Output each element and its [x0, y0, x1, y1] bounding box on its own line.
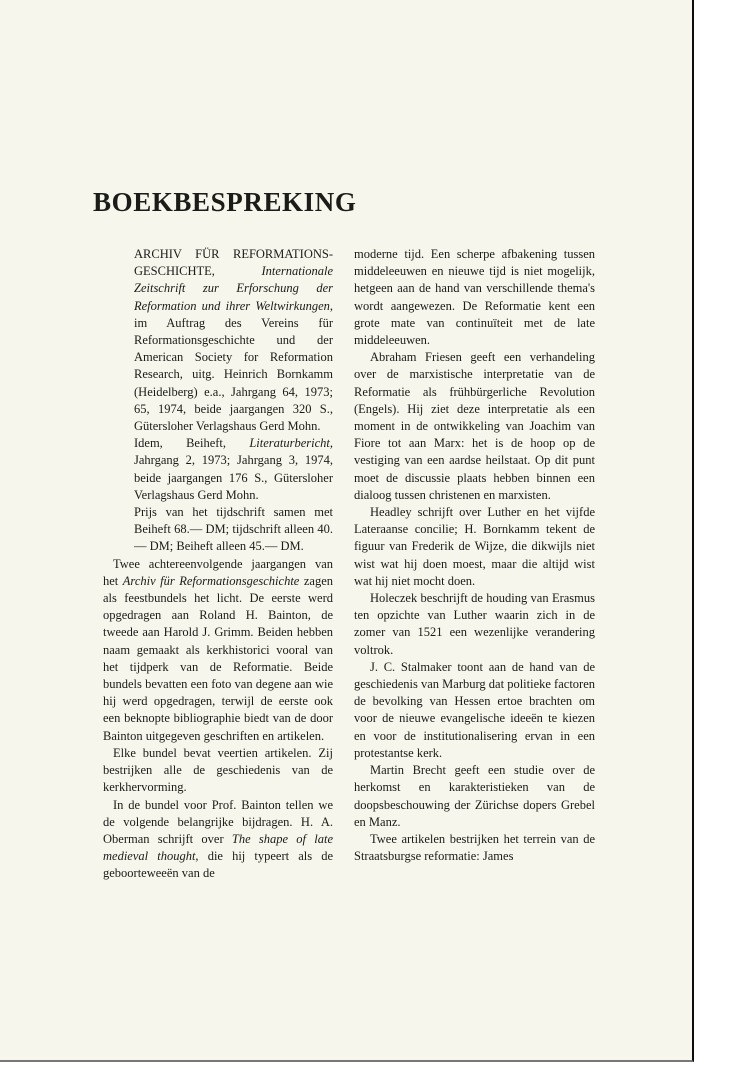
paragraph: In de bundel voor Prof. Bainton tellen we de volgende belangrijke bijdragen. H. A. Oberman schrijft over The shape of late medieval thought, die hij typeert als de geboorteweeën van de — [103, 797, 334, 881]
left-column — [103, 246, 333, 883]
paragraph: Abraham Friesen geeft een verhandeling over de marxistische interpretatie van de Reformatie als frühbürgerliche Revolution (Engels). Hij ziet deze interpretatie als een moment in de ontwikkeling van Joachim van Fiore tot aan Marx: het is de hoop op de vestiging van een aardse heilstaat. Op dit punt moet de discussie plaats hebben binnen een dialoog tussen christenen en marxisten. — [354, 350, 595, 502]
paragraph: Headley schrijft over Luther en het vijfde Lateraanse concilie; H. Bornkamm tekent de figuur van Frederik de Wijze, die dikwijls niet wist wat hij doen moest, maar die altijd wist wat hij niet mocht doen. — [354, 505, 595, 588]
paragraph: Twee artikelen bestrijken het terrein van de Straatsburgse reformatie: James — [354, 831, 595, 864]
page-title: BOEKBESPREKING — [93, 187, 357, 217]
paragraph: Holeczek beschrijft de houding van Erasmus ten opzichte van Luther waarin zich in de zomer van 1521 een wezenlijke verandering voltrok. — [354, 591, 595, 657]
paragraph: moderne tijd. Een scherpe afbakening tussen middeleeuwen en nieuwe tijd is niet mogelijk, hetgeen aan de hand van verschillende thema's wordt aangewezen. De Reformatie kent een grote mate van continuïteit met de late middeleeuwen. — [354, 247, 595, 348]
price-info: Prijs van het tijdschrift samen met Beiheft 68.— DM; tijdschrift alleen 40.— DM; Beiheft alleen 45.— DM. — [134, 505, 333, 554]
paragraph: Twee achtereenvolgende jaargangen van het Archiv für Reformationsgeschichte zagen als feestbundels het licht. De eerste werd opgedragen aan Roland H. Bainton, de tweede aan Harold J. Grimm. Beiden hebben naam gemaakt als kerkhistorici vooral van het tijdperk van de Reformatie. Beide bundels bevatten een foto van degene aan wie hij werd opgedragen, terwijl de eerste ook een beknopte bibliographie biedt van de door Bainton uitgegeven geschriften en artikelen. — [103, 556, 333, 743]
right-column — [354, 246, 595, 865]
journal-subtitle: Internationale Zeitschrift zur Erforschung der Reformation und ihrer Weltwirkungen, — [134, 264, 333, 313]
left-body-text — [103, 556, 333, 883]
paragraph: Martin Brecht geeft een studie over de herkomst en karakteristieken van de doopsbeschouwing der Zürichse dopers Grebel en Manz. — [354, 763, 595, 829]
entry-bibliography — [134, 246, 333, 435]
paragraph: Elke bundel bevat veertien artikelen. Zij bestrijken alle de geschiedenis van de kerkhervorming. — [103, 745, 333, 795]
journal-name: ARCHIV FÜR REFORMATIONS-GESCHICHTE, — [134, 247, 333, 279]
paragraph: J. C. Stalmaker toont aan de hand van de geschiedenis van Marburg dat politieke factoren de bevolking van Hessen ertoe brachten om voor de nieuwe evangelische ideeën te kiezen en voor de institutionalisering ervan in een protestantse kerk. — [354, 659, 596, 760]
journal-description: im Auftrag des Vereins für Reformationsgeschichte und der American Society for Reformation Research, uitg. Heinrich Bornkamm (Heidelberg) e.a., Jahrgang 64, 1973; 65, 1974, beide jaargangen 320 S., Gütersloher Verlagshaus Gerd Mohn. — [134, 315, 333, 434]
beiheft-info: Idem, Beiheft, Literaturbericht, Jahrgang 2, 1973; Jahrgang 3, 1974, beide jaargangen 176 S., Gütersloher Verlagshaus Gerd Mohn. — [134, 436, 333, 502]
review-entry-header — [103, 246, 333, 556]
